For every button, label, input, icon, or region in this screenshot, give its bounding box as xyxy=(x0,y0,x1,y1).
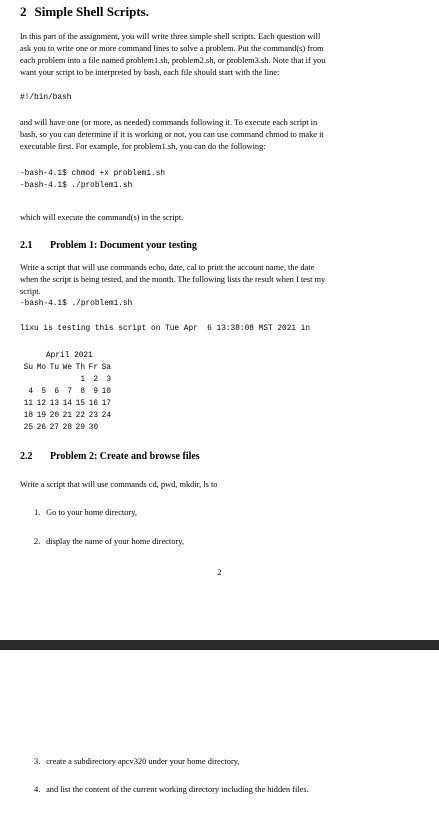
calendar-week-row xyxy=(20,410,111,422)
list-item xyxy=(34,757,240,766)
calendar-day: 13 xyxy=(49,400,59,408)
calendar-day: 19 xyxy=(36,412,46,420)
list-item xyxy=(34,508,137,517)
problem2-description: Write a script that will use commands cd, pwd, mkdir, ls to xyxy=(20,480,218,489)
calendar-day: 8 xyxy=(80,388,85,396)
list-item-text: Go to your home directory, xyxy=(46,508,137,517)
list-item-text: create a subdirectory apcv320 under your home directory, xyxy=(46,757,240,766)
calendar-day: 20 xyxy=(49,412,59,420)
intro-paragraph xyxy=(20,31,429,79)
calendar-day: 27 xyxy=(49,424,59,432)
problem1-number: 2.1 xyxy=(20,240,33,251)
calendar-weekday: Th xyxy=(75,364,85,372)
calendar-day: 2 xyxy=(93,376,98,384)
problem1-heading xyxy=(20,240,197,251)
list-item-text: and list the content of the current working directory including the hidden files. xyxy=(46,785,309,794)
paragraph-line: and will have one (or more, as needed) commands following it. To execute each script in xyxy=(20,118,318,127)
problem2-title: Problem 2: Create and browse files xyxy=(50,451,200,462)
calendar-weekday: Su xyxy=(23,364,33,372)
calendar-day: 29 xyxy=(75,424,85,432)
list-item xyxy=(34,537,184,546)
list-item-text: display the name of your home directory, xyxy=(46,537,184,546)
calendar-output xyxy=(20,350,111,434)
list-item-number: 4. xyxy=(34,785,41,794)
problem1-description xyxy=(20,262,429,298)
paragraph-line: Write a script that will use commands echo, date, cal to print the account name, the date xyxy=(20,263,315,272)
paragraph-line: want your script to be interpreted by bash, each file should start with the line: xyxy=(20,68,280,77)
list-item-number: 3. xyxy=(34,757,41,766)
calendar-title: April 2021 xyxy=(46,352,93,360)
calendar-week-row xyxy=(20,422,111,434)
calendar-day: 16 xyxy=(88,400,98,408)
calendar-weekdays xyxy=(20,362,111,374)
calendar-weekday: Sa xyxy=(101,364,111,372)
list-item xyxy=(34,785,309,794)
execute-paragraph xyxy=(20,117,429,153)
calendar-day: 1 xyxy=(80,376,85,384)
document-page-2 xyxy=(0,650,439,815)
problem1-title: Problem 1: Document your testing xyxy=(50,240,197,251)
calendar-day: 30 xyxy=(88,424,98,432)
page-separator xyxy=(0,640,439,650)
calendar-day: 18 xyxy=(23,412,33,420)
paragraph-line: script. xyxy=(20,287,41,296)
calendar-day: 6 xyxy=(54,388,59,396)
calendar-week-row xyxy=(20,374,111,386)
calendar-weekday: Mo xyxy=(36,364,46,372)
code-line: -bash-4.1$ chmod +x problem1.sh xyxy=(20,170,166,178)
section-number: 2 xyxy=(20,4,27,19)
list-item-number: 2. xyxy=(34,537,41,546)
code-line: -bash-4.1$ ./problem1.sh xyxy=(20,182,133,190)
problem1-output: lixu is testing this script on Tue Apr 6 13:38:08 MST 2021 in xyxy=(20,325,311,333)
calendar-day: 26 xyxy=(36,424,46,432)
paragraph-line: ask you to write one or more command lines to solve a problem. Put the command(s) from xyxy=(20,44,324,53)
paragraph-line: when the script is being tested, and the month. The following lists the result when I test my xyxy=(20,275,326,284)
calendar-day: 22 xyxy=(75,412,85,420)
calendar-weekday: We xyxy=(62,364,72,372)
problem2-heading xyxy=(20,451,200,462)
calendar-day: 11 xyxy=(23,400,33,408)
calendar-day: 7 xyxy=(67,388,72,396)
section-title-text: Simple Shell Scripts. xyxy=(34,4,149,19)
list-item-number: 1. xyxy=(34,508,41,517)
calendar-day: 14 xyxy=(62,400,72,408)
calendar-day: 5 xyxy=(41,388,46,396)
shebang-line: #!/bin/bash xyxy=(20,94,72,102)
calendar-day: 23 xyxy=(88,412,98,420)
calendar-day: 25 xyxy=(23,424,33,432)
execute-note: which will execute the command(s) in the script. xyxy=(20,213,184,222)
calendar-day: 28 xyxy=(62,424,72,432)
paragraph-line: bash, so you can determine if it is working or not, you can use command chmod to make it xyxy=(20,130,324,139)
page-number: 2 xyxy=(217,568,222,577)
calendar-week-row xyxy=(20,398,111,410)
calendar-weeks xyxy=(20,374,111,434)
calendar-day: 21 xyxy=(62,412,72,420)
paragraph-line: each problem into a file named problem1.sh, problem2.sh, or problem3.sh. Note that if you xyxy=(20,56,326,65)
problem1-command: -bash-4.1$ ./problem1.sh xyxy=(20,300,133,308)
problem2-number: 2.2 xyxy=(20,451,33,462)
calendar-day: 24 xyxy=(101,412,111,420)
paragraph-line: In this part of the assignment, you will write three simple shell scripts. Each question will xyxy=(20,32,321,41)
calendar-day: 3 xyxy=(106,376,111,384)
calendar-day: 4 xyxy=(28,388,33,396)
calendar-day: 17 xyxy=(101,400,111,408)
section-title xyxy=(20,4,149,20)
calendar-day: 12 xyxy=(36,400,46,408)
calendar-day: 15 xyxy=(75,400,85,408)
calendar-weekday: Fr xyxy=(88,364,98,372)
paragraph-line: executable first. For example, for problem1.sh, you can do the following: xyxy=(20,142,266,151)
calendar-day: 9 xyxy=(93,388,98,396)
calendar-day: 10 xyxy=(101,388,111,396)
calendar-week-row xyxy=(20,386,111,398)
calendar-weekday: Tu xyxy=(49,364,59,372)
